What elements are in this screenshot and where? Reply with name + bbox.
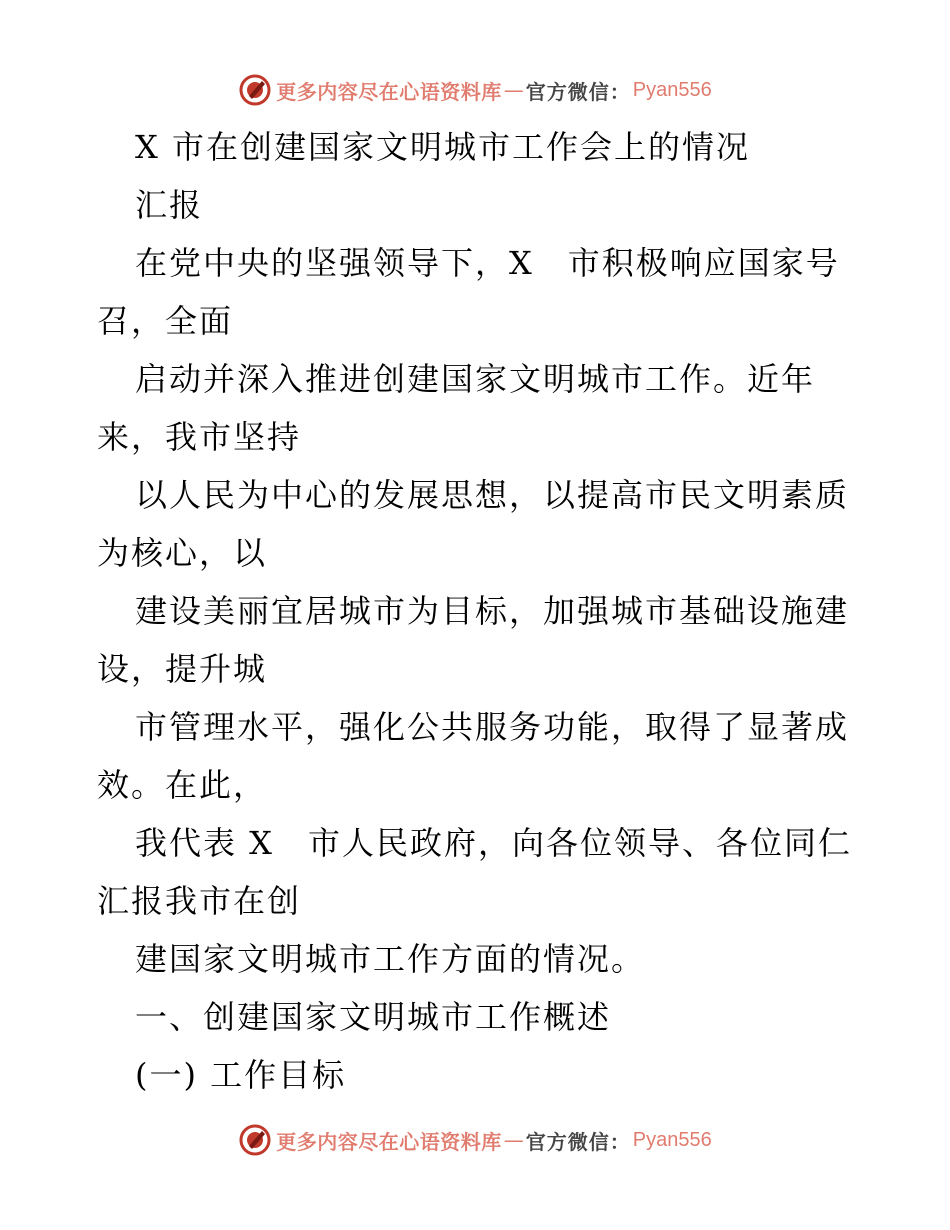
doc-paragraph-line: 市管理水平，强化公共服务功能，取得了显著成	[135, 708, 850, 746]
doc-title-line-2: 汇报	[135, 186, 204, 224]
pen-seal-logo-icon	[238, 1123, 272, 1157]
watermark-site-text: 更多内容尽在心语资料库	[276, 1129, 502, 1154]
watermark-banner-top	[0, 70, 950, 110]
watermark-dash: —	[503, 78, 524, 102]
doc-paragraph-line: 启动并深入推进创建国家文明城市工作。近年	[135, 360, 816, 398]
pen-seal-logo-icon	[238, 73, 272, 107]
doc-paragraph-line: 我代表 X 市人民政府，向各位领导、各位同仁	[135, 824, 852, 862]
doc-paragraph-line: 建国家文明城市工作方面的情况。	[135, 940, 646, 978]
watermark-dash: —	[503, 1128, 524, 1152]
doc-paragraph-line: 在党中央的坚强领导下，X 市积极响应国家号	[135, 244, 840, 282]
doc-paragraph-line: 为核心，以	[97, 534, 268, 572]
watermark-wechat-id: Pyan556	[632, 1128, 712, 1151]
watermark-wechat-id: Pyan556	[632, 78, 712, 101]
doc-paragraph-line: 汇报我市在创	[97, 882, 302, 920]
watermark-wechat-label: 官方微信：	[525, 79, 631, 104]
watermark-banner-bottom	[0, 1120, 950, 1160]
doc-subsection-heading: (一) 工作目标	[135, 1056, 347, 1094]
doc-paragraph-line: 来，我市坚持	[97, 418, 302, 456]
doc-section-heading: 一、创建国家文明城市工作概述	[135, 998, 612, 1036]
watermark-wechat-label: 官方微信：	[525, 1129, 631, 1154]
doc-title-line-1: X 市在创建国家文明城市工作会上的情况	[135, 128, 750, 166]
doc-paragraph-line: 召，全面	[97, 302, 234, 340]
watermark-site-text: 更多内容尽在心语资料库	[276, 79, 502, 104]
doc-paragraph-line: 以人民为中心的发展思想，以提高市民文明素质	[135, 476, 850, 514]
doc-paragraph-line: 设，提升城	[97, 650, 268, 688]
doc-paragraph-line: 效。在此，	[97, 766, 268, 804]
doc-paragraph-line: 建设美丽宜居城市为目标，加强城市基础设施建	[135, 592, 850, 630]
